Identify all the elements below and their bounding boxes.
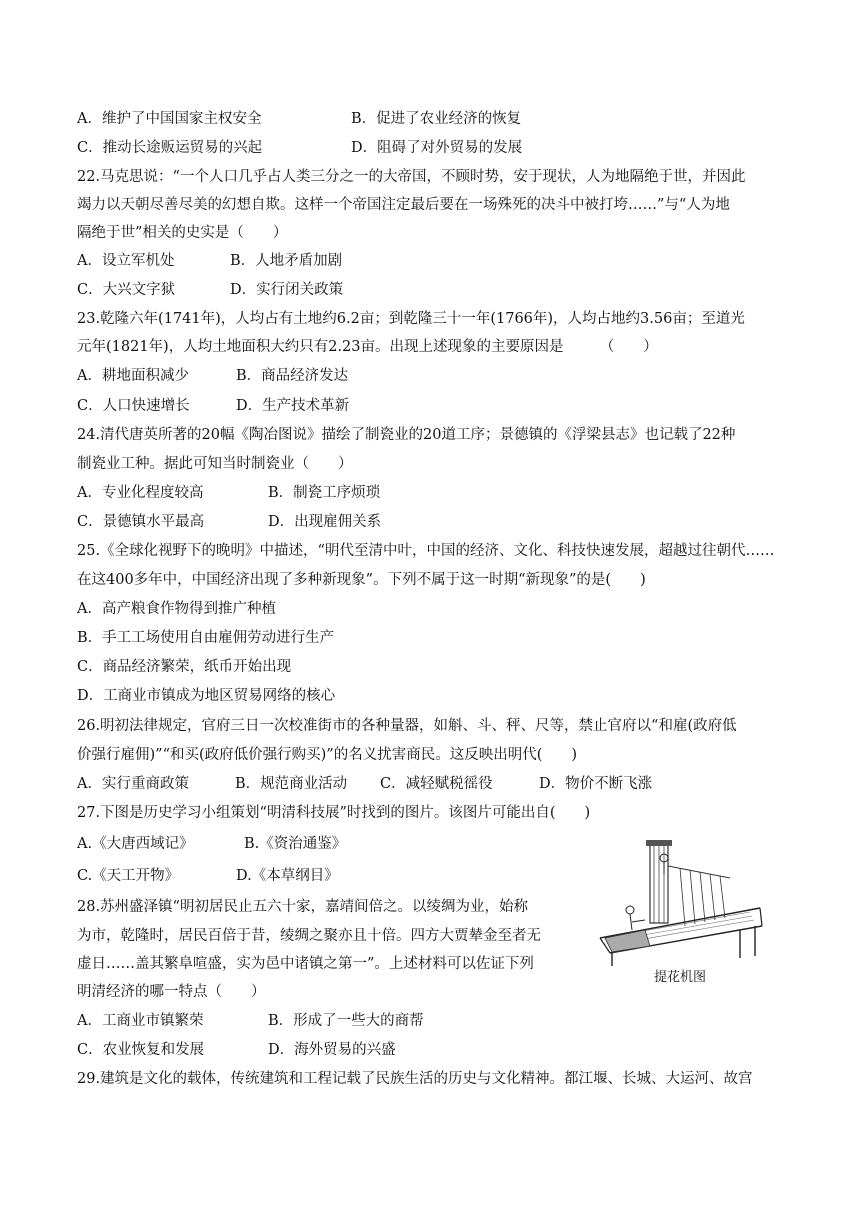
- loom-figure: [590, 838, 770, 988]
- q22-option-b: B．人地矛盾加剧: [230, 253, 343, 269]
- q22-stem-line2: 竭力以天朝尽善尽美的幻想自欺。这样一个帝国注定最后要在一场殊死的决斗中被打垮……”与“人为地: [77, 197, 730, 213]
- q26-option-c: C．减轻赋税徭役: [380, 776, 493, 792]
- q27-stem-line1: 27.下图是历史学习小组策划“明清科技展”时找到的图片。该图片可能出自( ): [77, 805, 591, 821]
- q23-option-b: B．商品经济发达: [236, 368, 349, 384]
- q28-option-a: A．工商业市镇繁荣: [77, 1013, 204, 1029]
- q27-option-a: A.《大唐西域记》: [77, 836, 194, 852]
- q26-stem-line1: 26.明初法律规定，官府三日一次校准街市的各种量器，如斛、斗、秤、尺等，禁止官府以“和雇(政府低: [77, 718, 737, 734]
- q22-option-d: D．实行闭关政策: [230, 282, 344, 298]
- q24-stem-line1: 24.清代唐英所著的20幅《陶冶图说》描绘了制瓷业的20道工序；景德镇的《浮梁县志》也记载了22种: [77, 427, 736, 443]
- q26-option-a: A．实行重商政策: [77, 776, 189, 792]
- q21-option-d: D．阻碍了对外贸易的发展: [351, 140, 523, 156]
- q22-option-a: A．设立军机处: [77, 253, 175, 269]
- q25-option-d: D．工商业市镇成为地区贸易网络的核心: [77, 688, 336, 704]
- q24-option-a: A．专业化程度较高: [77, 485, 204, 501]
- q22-option-c: C．大兴文字狱: [77, 282, 176, 298]
- q29-stem-line1: 29.建筑是文化的载体，传统建筑和工程记载了民族生活的历史与文化精神。都江堰、长城、大运河、故宫: [77, 1071, 753, 1087]
- q22-stem-line1: 22.马克思说：“一个人口几乎占人类三分之一的大帝国，不顾时势，安于现状，人为地隔绝于世，并因此: [77, 169, 746, 185]
- q24-option-c: C．景德镇水平最高: [77, 514, 205, 530]
- q24-option-d: D．出现雇佣关系: [268, 514, 382, 530]
- q22-stem-line3: 隔绝于世”相关的史实是（ ）: [77, 225, 288, 241]
- q28-stem-line1: 28.苏州盛泽镇“明初居民止五六十家，嘉靖间倍之。以绫绸为业，始称: [77, 899, 528, 915]
- q24-stem-line2: 制瓷业工种。据此可知当时制瓷业（ ）: [77, 456, 353, 472]
- q28-stem-line4: 明清经济的哪一特点（ ）: [77, 984, 266, 1000]
- q25-option-c: C．商品经济繁荣，纸币开始出现: [77, 659, 292, 675]
- q27-option-b: B.《资治通鉴》: [244, 836, 347, 852]
- q27-option-d: D.《本草纲目》: [236, 868, 339, 884]
- q23-option-a: A．耕地面积减少: [77, 368, 189, 384]
- q26-option-b: B．规范商业活动: [235, 776, 348, 792]
- loom-illustration: [590, 838, 770, 968]
- q21-option-c: C．推动长途贩运贸易的兴起: [77, 140, 263, 156]
- q25-option-b: B．手工工场使用自由雇佣劳动进行生产: [77, 630, 335, 646]
- q24-option-b: B．制瓷工序烦琐: [268, 485, 381, 501]
- figure-caption: 提花机图: [653, 970, 706, 985]
- q25-stem-line1: 25.《全球化视野下的晚明》中描述，“明代至清中叶，中国的经济、文化、科技快速发展，超越过往朝代……: [77, 543, 775, 559]
- q28-option-b: B．形成了一些大的商帮: [268, 1013, 424, 1029]
- q27-option-c: C.《天工开物》: [77, 868, 180, 884]
- q25-option-a: A．高产粮食作物得到推广种植: [77, 601, 276, 617]
- q28-stem-line3: 虚日……盖其繁阜喧盛，实为邑中诸镇之第一”。上述材料可以佐证下列: [77, 956, 534, 972]
- q21-option-a: A．维护了中国国家主权安全: [77, 111, 262, 127]
- q21-option-b: B．促进了农业经济的恢复: [351, 111, 522, 127]
- q26-stem-line2: 价强行雇佣)”“和买(政府低价强行购买)”的名义扰害商民。这反映出明代( ): [77, 747, 578, 763]
- q25-stem-line2: 在这400多年中，中国经济出现了多种新现象”。下列不属于这一时期“新现象”的是( ): [77, 572, 646, 588]
- q23-option-c: C．人口快速增长: [77, 398, 190, 414]
- q23-option-d: D．生产技术革新: [236, 398, 350, 414]
- q28-option-d: D．海外贸易的兴盛: [268, 1042, 396, 1058]
- q26-option-d: D．物价不断飞涨: [539, 776, 653, 792]
- q28-stem-line2: 为市，乾隆时，居民百倍于昔，绫绸之聚亦且十倍。四方大贾辇金至者无: [77, 928, 541, 944]
- q23-stem-line2: 元年(1821年)，人均土地面积大约只有2.23亩。出现上述现象的主要原因是 （ ）: [77, 339, 658, 355]
- q28-option-c: C．农业恢复和发展: [77, 1042, 205, 1058]
- q23-stem-line1: 23.乾隆六年(1741年)，人均占有土地约6.2亩；到乾隆三十一年(1766年)，人均占地约3.56亩；至道光: [77, 311, 745, 327]
